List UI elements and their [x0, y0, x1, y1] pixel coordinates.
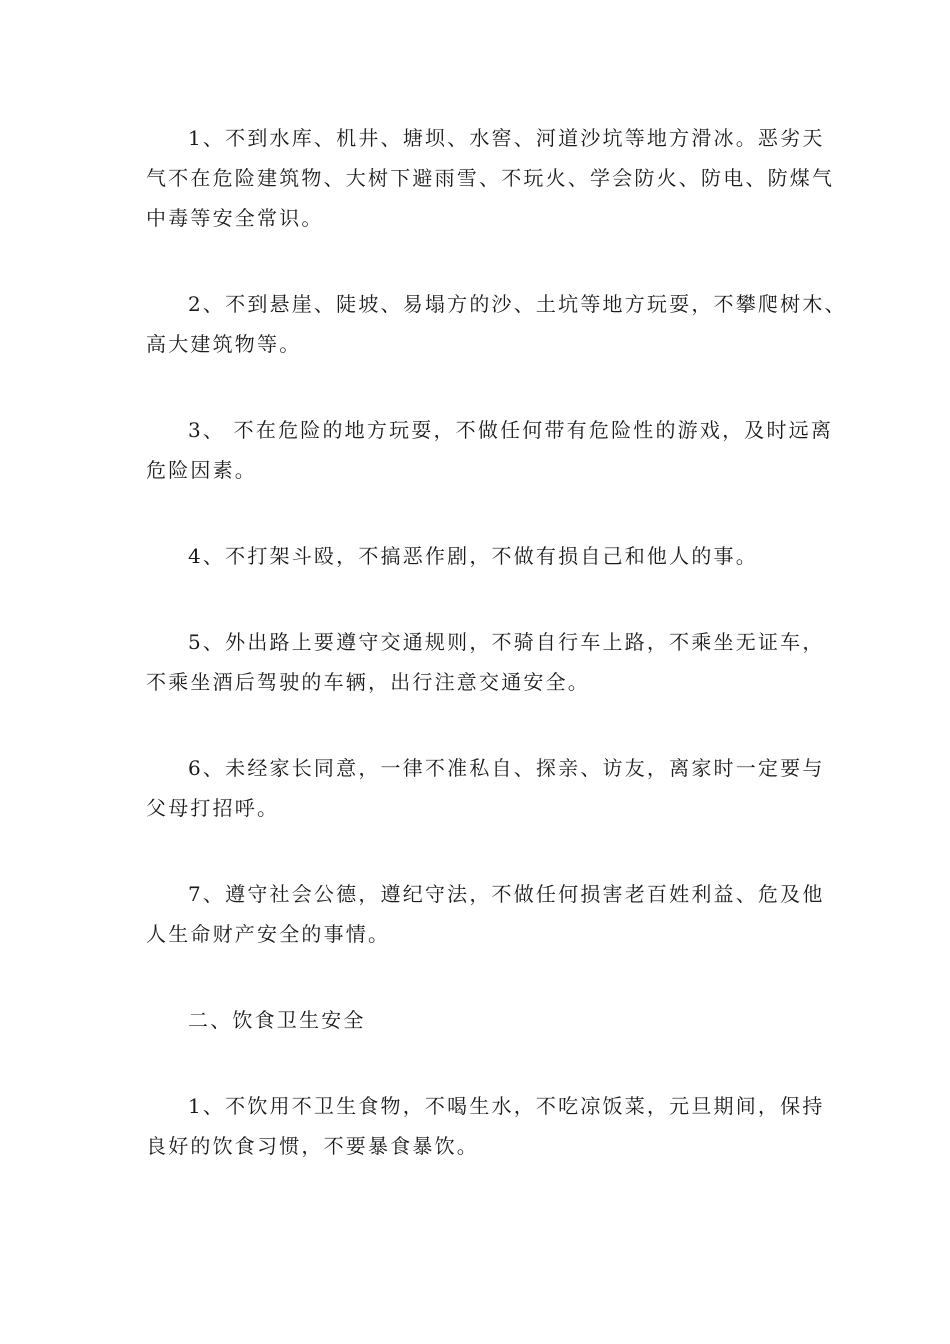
paragraph-line: 7、遵守社会公德，遵纪守法，不做任何损害老百姓利益、危及他 — [188, 882, 825, 906]
paragraph-line: 中毒等安全常识。 — [146, 206, 324, 230]
paragraph-line: 高大建筑物等。 — [146, 332, 302, 356]
paragraph-2 — [146, 284, 847, 364]
section-heading — [146, 1000, 814, 1040]
paragraph-3 — [146, 410, 834, 490]
paragraph-line: 2、不到悬崖、陡坡、易塌方的沙、土坑等地方玩耍，不攀爬树木、 — [188, 292, 847, 316]
paragraph-line: 人生命财产安全的事情。 — [146, 922, 391, 946]
paragraph-line: 3、 不在危险的地方玩耍，不做任何带有危险性的游戏，及时远离 — [188, 418, 834, 442]
paragraph-6 — [146, 748, 825, 828]
paragraph-line: 1、不饮用不卫生食物，不喝生水，不吃凉饭菜，元旦期间，保持 — [188, 1094, 825, 1118]
paragraph-line: 4、不打架斗殴，不搞恶作剧，不做有损自己和他人的事。 — [188, 544, 758, 568]
paragraph-line: 5、外出路上要遵守交通规则，不骑自行车上路，不乘坐无证车， — [188, 630, 825, 654]
document-body — [146, 118, 847, 1166]
section-heading-text: 二、饮食卫生安全 — [188, 1008, 366, 1032]
paragraph-line: 父母打招呼。 — [146, 796, 280, 820]
paragraph-line: 6、未经家长同意，一律不准私自、探亲、访友，离家时一定要与 — [188, 756, 825, 780]
paragraph-8 — [146, 1086, 825, 1166]
paragraph-line: 气不在危险建筑物、大树下避雨雪、不玩火、学会防火、防电、防煤气 — [146, 166, 835, 190]
paragraph-4 — [146, 536, 814, 576]
paragraph-line: 1、不到水库、机井、塘坝、水窖、河道沙坑等地方滑冰。恶劣天 — [188, 126, 825, 150]
paragraph-1 — [146, 118, 835, 238]
paragraph-7 — [146, 874, 825, 954]
paragraph-line: 良好的饮食习惯，不要暴食暴饮。 — [146, 1134, 479, 1158]
paragraph-line: 不乘坐酒后驾驶的车辆，出行注意交通安全。 — [146, 670, 590, 694]
paragraph-line: 危险因素。 — [146, 458, 257, 482]
paragraph-5 — [146, 622, 825, 702]
